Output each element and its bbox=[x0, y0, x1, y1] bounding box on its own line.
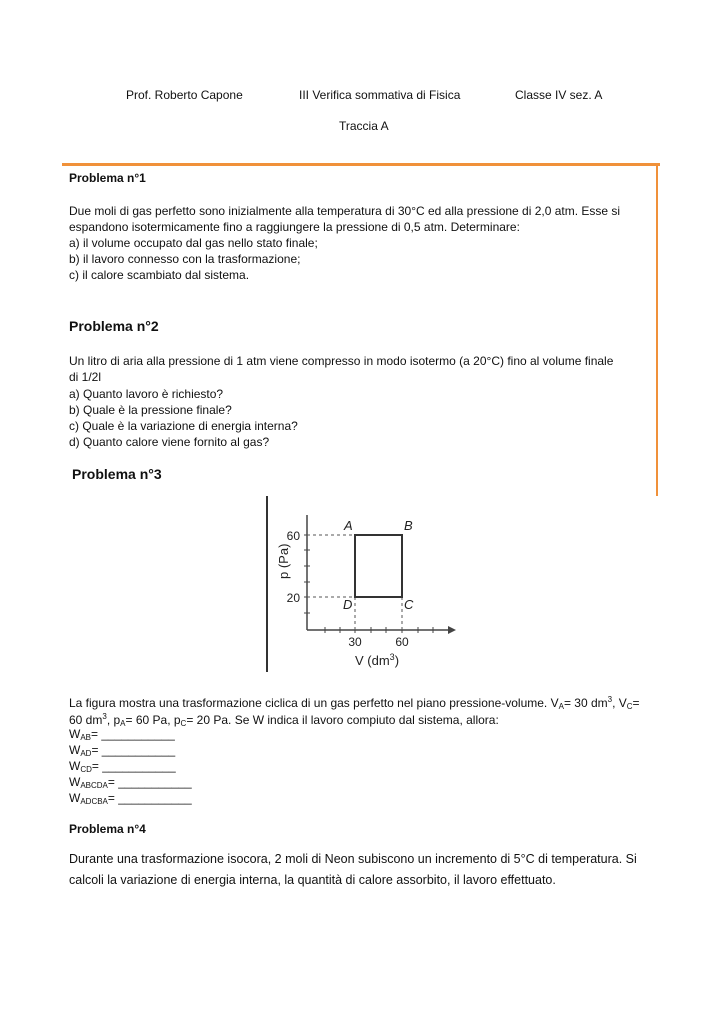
problem3-text-line1: La figura mostra una trasformazione ciclica di un gas perfetto nel piano pressione-volume. $V_A= 30$ $dm^3$, $V_C=$ bbox=[69, 695, 640, 711]
y-axis-label: p (Pa) bbox=[276, 543, 291, 579]
problem2-line1: Un litro di aria alla pressione di 1 atm viene compresso in modo isotermo (a 20°C) fino al volume finale bbox=[69, 354, 614, 368]
problem1-question-c: c) il calore scambiato dal sistema. bbox=[69, 268, 250, 282]
problem1-question-a: a) il volume occupato dal gas nello stato finale; bbox=[69, 236, 318, 250]
problem2-title: Problema n°2 bbox=[69, 318, 159, 334]
problem1-line2: espandono isotermicamente fino a raggiungere la pressione di 0,5 atm. Determinare: bbox=[69, 220, 520, 234]
problem4-line2: calcoli la variazione di energia interna, la quantità di calore assorbito, il lavoro effettuato. bbox=[69, 873, 556, 887]
problem3-text-line2: 60 $dm^3$, $p_A= 60$ Pa, $p_C= 20$ Pa. Se W indica il lavoro compiuto dal sistema, allora: bbox=[69, 712, 499, 728]
problem3-title: Problema n°3 bbox=[72, 466, 162, 482]
answer-w-adcba: $W_{ADCBA}=$ ___________ bbox=[69, 791, 192, 806]
pv-diagram bbox=[268, 505, 468, 675]
orange-margin-line bbox=[656, 166, 658, 496]
problem4-line1: Durante una trasformazione isocora, 2 moli di Neon subiscono un incremento di 5°C di temperatura. Si bbox=[69, 852, 637, 866]
author: Prof. Roberto Capone bbox=[126, 88, 243, 102]
point-b-label: B bbox=[404, 518, 413, 533]
orange-divider bbox=[62, 163, 660, 166]
y-tick-60: 60 bbox=[286, 529, 300, 543]
answer-w-ad: $W_{AD}=$ ___________ bbox=[69, 743, 176, 758]
problem2-question-b: b) Quale è la pressione finale? bbox=[69, 403, 232, 417]
cycle-rectangle bbox=[355, 535, 402, 597]
problem4-title: Problema n°4 bbox=[69, 822, 146, 836]
answer-w-cd: $W_{CD}=$ ___________ bbox=[69, 759, 176, 774]
test-title: III Verifica sommativa di Fisica bbox=[299, 88, 461, 102]
point-c-label: C bbox=[404, 597, 414, 612]
answer-w-ab: $W_{AB}=$ ___________ bbox=[69, 727, 175, 742]
answer-w-abcda: $W_{ABCDA}=$ ___________ bbox=[69, 775, 192, 790]
problem1-question-b: b) il lavoro connesso con la trasformazione; bbox=[69, 252, 301, 266]
y-tick-20: 20 bbox=[286, 591, 300, 605]
problem1-title: Problema n°1 bbox=[69, 171, 146, 185]
problem2-line2: di 1/2l bbox=[69, 370, 102, 384]
problem2-question-d: d) Quanto calore viene fornito al gas? bbox=[69, 435, 270, 449]
x-axis-label: V $(dm^3)$ bbox=[355, 652, 400, 668]
point-a-label: A bbox=[344, 518, 353, 533]
point-d-label: D bbox=[343, 597, 353, 612]
x-axis-arrow-icon bbox=[448, 626, 456, 634]
problem2-question-c: c) Quale è la variazione di energia interna? bbox=[69, 419, 298, 433]
problem1-line1: Due moli di gas perfetto sono inizialmente alla temperatura di 30°C ed alla pressione di 2,0 atm. Esse si bbox=[69, 204, 621, 218]
problem2-question-a: a) Quanto lavoro è richiesto? bbox=[69, 387, 224, 401]
x-tick-60: 60 bbox=[395, 635, 409, 649]
class-label: Classe IV sez. A bbox=[515, 88, 603, 102]
track-label: Traccia A bbox=[339, 119, 389, 133]
x-tick-30: 30 bbox=[348, 635, 362, 649]
